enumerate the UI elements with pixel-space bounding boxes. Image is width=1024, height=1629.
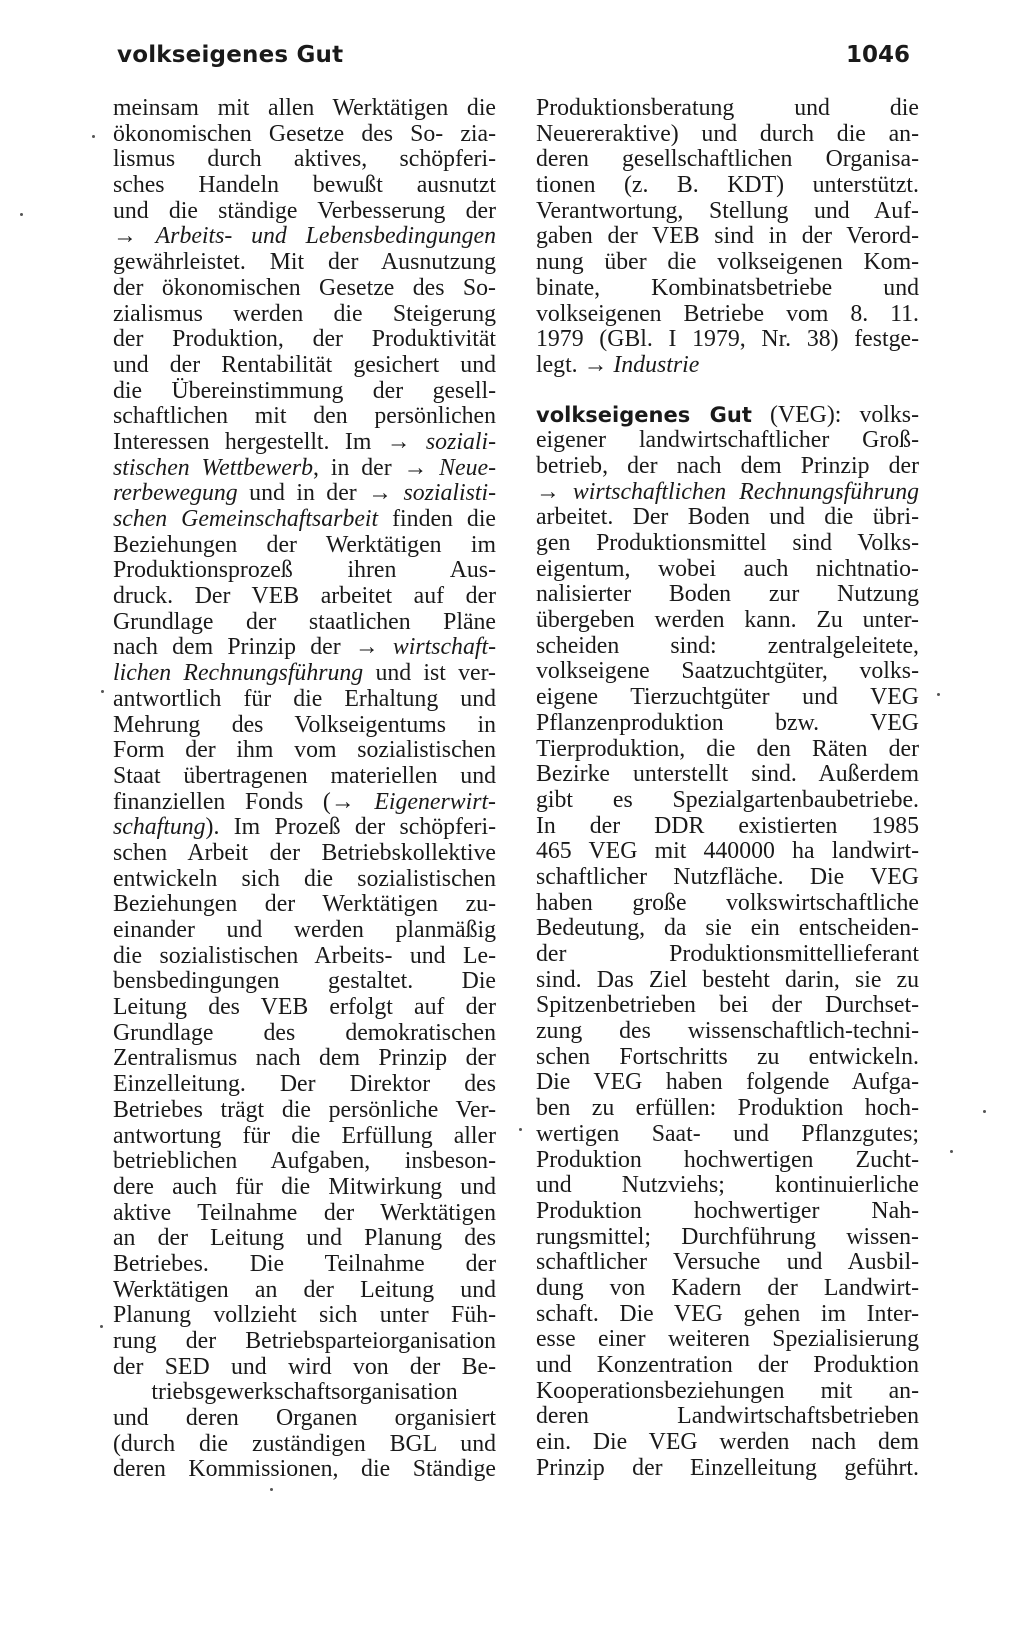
text-line: meinsam mit allen Werktätigen die	[113, 95, 496, 121]
text-line: Produktion hochwertiger Nah-	[536, 1197, 919, 1224]
text-line: die Übereinstimmung der gesell-	[113, 377, 496, 404]
scan-speck	[983, 1110, 986, 1113]
text-line: Bedeutung, da sie ein entscheiden-	[536, 915, 919, 942]
text-line: Zentralismus nach dem Prinzip der	[113, 1045, 496, 1072]
text-line: der Produktionsmittellieferant	[536, 941, 919, 967]
text-line: deren gesellschaftlichen Organisa-	[536, 146, 919, 173]
text-line: Verantwortung, Stellung und Auf-	[536, 197, 919, 224]
text-line: Produktion hochwertigen Zucht-	[536, 1146, 919, 1173]
text-line: Bezirke unterstellt sind. Außerdem	[536, 761, 919, 788]
text-line: die sozialistischen Arbeits- und Le-	[113, 942, 496, 969]
text-line: der Produktion, der Produktivität	[113, 326, 496, 353]
page-number: 1046	[846, 42, 911, 68]
text-line: Interessen hergestellt. Im → soziali-	[113, 428, 496, 455]
text-line: ben zu erfüllen: Produktion hoch-	[536, 1095, 919, 1122]
scan-speck	[100, 1325, 103, 1328]
text-line: ökonomischen Gesetze des So- zia-	[113, 120, 496, 147]
text-line: schaft. Die VEG gehen im Inter-	[536, 1300, 919, 1327]
text-line: finanziellen Fonds (→ Eigenerwirt-	[113, 788, 496, 815]
text-line: nalisierter Boden zur Nutzung	[536, 581, 919, 608]
text-line: der ökonomischen Gesetze des So-	[113, 274, 496, 301]
text-line: der SED und wird von der Be-	[113, 1353, 496, 1380]
text-line: tionen (z. B. KDT) unterstützt.	[536, 172, 919, 199]
text-line: Prinzip der Einzelleitung geführt.	[536, 1454, 919, 1481]
text-line: eigene Tierzuchtgüter und VEG	[536, 684, 919, 711]
text-line: schaftlicher Versuche und Ausbil-	[536, 1249, 919, 1276]
text-line: schen Gemeinschaftsarbeit finden die	[113, 506, 496, 532]
text-line: an der Leitung und Planung des	[113, 1225, 496, 1252]
text-line: scheiden sind: zentralgeleitete,	[536, 632, 919, 659]
text-line: Grundlage des demokratischen	[113, 1019, 496, 1046]
text-line: esse einer weiteren Spezialisierung	[536, 1326, 919, 1353]
text-line: haben große volkswirtschaftliche	[536, 889, 919, 916]
text-line: triebsgewerkschaftsorganisation	[151, 1379, 458, 1406]
text-line: aktive Teilnahme der Werktätigen	[113, 1199, 496, 1226]
scan-speck	[937, 693, 940, 696]
text-line: betrieb, der nach dem Prinzip der	[536, 452, 919, 479]
text-line: → wirtschaftlichen Rechnungsführung	[536, 478, 920, 505]
text-line: (durch die zuständigen BGL und	[113, 1430, 496, 1457]
text-line: sches Handeln bewußt ausnutzt	[113, 172, 496, 199]
text-line: Betriebes. Die Teilnahme der	[113, 1250, 496, 1277]
text-line: zialismus werden die Steigerung	[113, 300, 496, 327]
text-line: gibt es Spezialgartenbaubetriebe.	[536, 786, 919, 813]
text-line: und Konzentration der Produktion	[536, 1352, 919, 1378]
text-line: Produktionsberatung und die	[536, 95, 919, 121]
text-line: deren Landwirtschaftsbetrieben	[536, 1403, 919, 1430]
text-line: gaben der VEB sind in der Verord-	[536, 223, 919, 250]
text-line: deren Kommissionen, die Ständige	[113, 1456, 496, 1483]
text-line: Pflanzenproduktion bzw. VEG	[536, 709, 919, 736]
text-line: lichen Rechnungsführung und ist ver-	[113, 660, 496, 687]
text-line: Werktätigen an der Leitung und	[113, 1276, 496, 1303]
text-line: schaftung). Im Prozeß der schöpferi-	[113, 814, 496, 841]
text-line: schen Arbeit der Betriebskollektive	[113, 839, 496, 866]
text-line: 465 VEG mit 440000 ha landwirt-	[536, 838, 919, 865]
text-line: antwortung für die Erfüllung aller	[113, 1122, 496, 1149]
scan-speck	[92, 135, 95, 138]
text-line: betrieblichen Aufgaben, insbeson-	[113, 1148, 496, 1175]
text-line: → Arbeits- und Lebensbedingungen	[113, 223, 497, 250]
text-line: legt. → Industrie	[536, 351, 700, 378]
text-line: Kooperationsbeziehungen mit an-	[536, 1377, 919, 1404]
text-line: lismus durch aktives, schöpferi-	[113, 146, 496, 173]
running-head-keyword: volkseigenes Gut	[117, 42, 344, 68]
text-line: bensbedingungen gestaltet. Die	[113, 968, 496, 995]
text-line: Neuereraktive) und durch die an-	[536, 120, 919, 147]
text-line: antwortlich für die Erhaltung und	[113, 685, 496, 712]
text-line: volkseigene Saatzuchtgüter, volks-	[536, 658, 919, 685]
scan-speck	[519, 1128, 522, 1131]
text-line: Betriebes trägt die persönliche Ver-	[113, 1096, 496, 1123]
text-line: Spitzenbetrieben bei der Durchset-	[536, 992, 919, 1019]
text-line: stischen Wettbewerb, in der → Neue-	[113, 454, 496, 481]
scan-speck	[101, 690, 104, 693]
text-line: Beziehungen der Werktätigen zu-	[113, 891, 496, 918]
text-line: rerbewegung und in der → sozialisti-	[113, 480, 496, 507]
text-line: arbeitet. Der Boden und die übri-	[536, 504, 919, 531]
text-line: Grundlage der staatlichen Pläne	[113, 608, 496, 635]
text-line: Beziehungen der Werktätigen im	[113, 531, 496, 558]
text-line	[536, 1481, 919, 1507]
text-column-right	[536, 96, 919, 1507]
text-line: und die ständige Verbesserung der	[113, 197, 496, 224]
text-line: Tierproduktion, die den Räten der	[536, 735, 919, 762]
text-line: druck. Der VEB arbeitet auf der	[113, 583, 496, 610]
text-line: übergeben werden kann. Zu unter-	[536, 607, 919, 634]
text-line: ein. Die VEG werden nach dem	[536, 1429, 919, 1456]
text-line: und deren Organen organisiert	[113, 1405, 496, 1432]
text-line: binate, Kombinatsbetriebe und	[536, 274, 919, 301]
text-line: gewährleistet. Mit der Ausnutzung	[113, 249, 496, 276]
text-line: schaftlichen mit den persönlichen	[113, 403, 496, 430]
text-column-left	[113, 96, 496, 1483]
text-line: Die VEG haben folgende Aufga-	[536, 1069, 919, 1096]
scan-speck	[20, 213, 23, 216]
text-line: Leitung des VEB erfolgt auf der	[113, 994, 496, 1021]
text-line: rungsmittel; Durchführung wissen-	[536, 1223, 919, 1250]
text-line: eigener landwirtschaftlicher Groß-	[536, 427, 919, 454]
scan-speck	[270, 1488, 273, 1491]
text-line: schen Fortschritts zu entwickeln.	[536, 1043, 919, 1070]
text-line: nach dem Prinzip der → wirtschaft-	[113, 634, 496, 661]
text-line: gen Produktionsmittel sind Volks-	[536, 530, 919, 556]
entry-headword-line: volkseigenes Gut (VEG): volks-	[536, 401, 919, 428]
text-line: dung von Kadern der Landwirt-	[536, 1274, 919, 1301]
text-line: Form der ihm vom sozialistischen	[113, 737, 496, 764]
text-line: Produktionsprozeß ihren Aus-	[113, 557, 496, 584]
scan-speck	[950, 1150, 953, 1153]
text-line: entwickeln sich die sozialistischen	[113, 865, 496, 892]
text-line: Einzelleitung. Der Direktor des	[113, 1071, 496, 1098]
text-line: wertigen Saat- und Pflanzgutes;	[536, 1120, 919, 1147]
text-line: dere auch für die Mitwirkung und	[113, 1173, 496, 1200]
text-line: zung des wissenschaftlich-techni-	[536, 1018, 919, 1045]
text-line: eigentum, wobei auch nichtnatio-	[536, 555, 919, 582]
text-line: In der DDR existierten 1985	[536, 812, 919, 839]
text-line: rung der Betriebsparteiorganisation	[113, 1328, 496, 1354]
text-line: volkseigenen Betriebe vom 8. 11.	[536, 300, 919, 327]
text-line: Planung vollzieht sich unter Füh-	[113, 1302, 496, 1329]
text-line: einander und werden planmäßig	[113, 917, 496, 943]
text-line: Mehrung des Volkseigentums in	[113, 711, 496, 738]
text-line: nung über die volkseigenen Kom-	[536, 249, 919, 276]
text-line: sind. Das Ziel besteht darin, sie zu	[536, 966, 919, 993]
text-line: und der Rentabilität gesichert und	[113, 351, 496, 378]
text-line: Staat übertragenen materiellen und	[113, 762, 496, 789]
text-line: 1979 (GBl. I 1979, Nr. 38) festge-	[536, 326, 919, 353]
text-line: schaftlicher Nutzfläche. Die VEG	[536, 863, 919, 890]
text-line: und Nutzviehs; kontinuierliche	[536, 1172, 919, 1199]
